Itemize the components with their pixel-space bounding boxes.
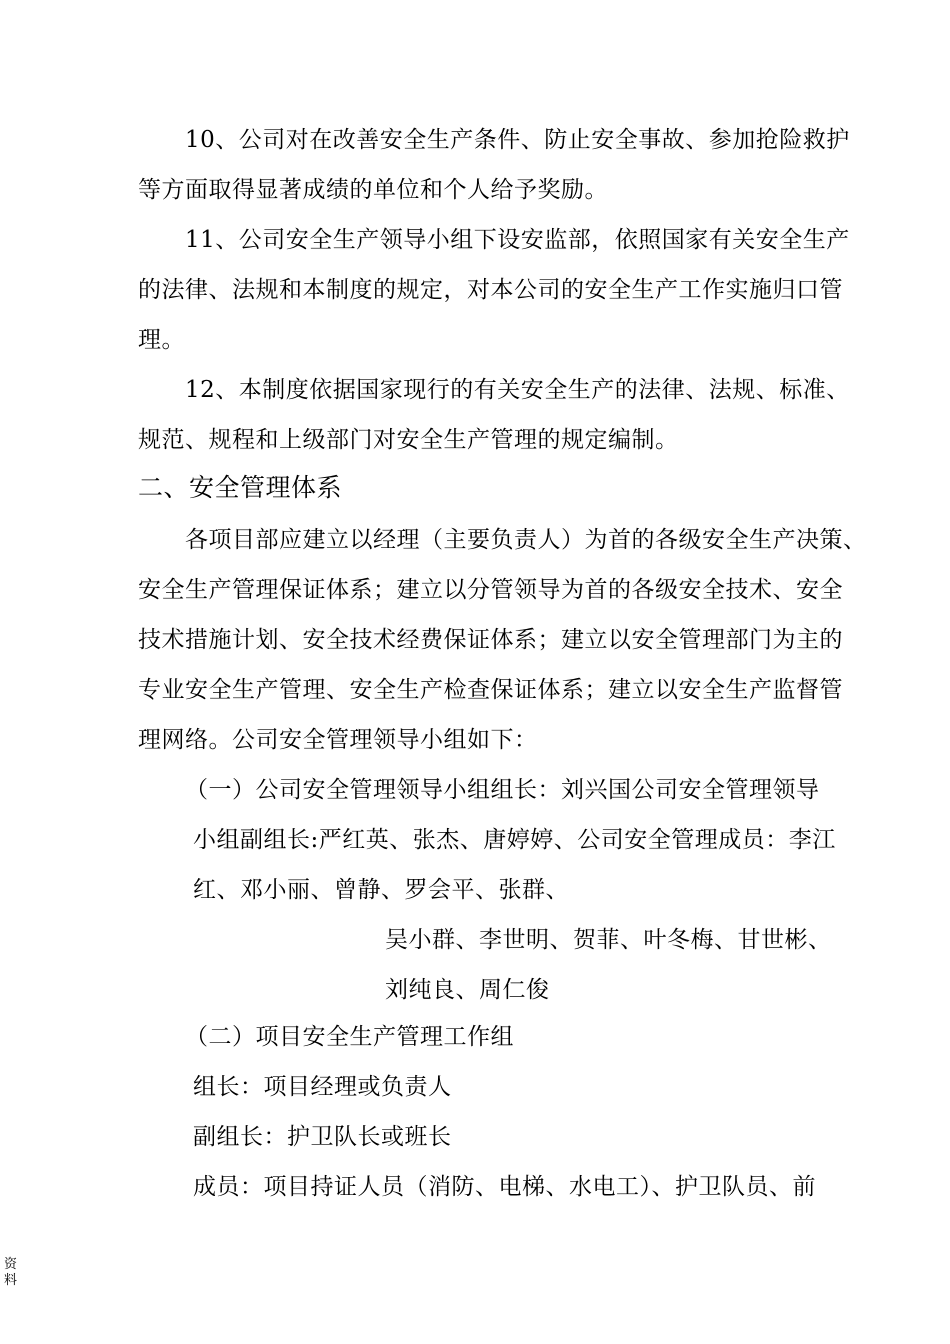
system-paragraph-line-5: 理网络。公司安全管理领导小组如下： — [138, 727, 538, 753]
system-paragraph-line-1: 各项目部应建立以经理（主要负责人）为首的各级安全生产决策、 — [185, 527, 867, 553]
project-group-leader: 组长：项目经理或负责人 — [193, 1074, 452, 1100]
project-group-title: （二）项目安全生产管理工作组 — [185, 1024, 514, 1050]
paragraph-11-line-3: 理。 — [138, 327, 185, 353]
section-heading: 二、安全管理体系 — [138, 473, 343, 502]
system-paragraph-line-4: 专业安全生产管理、安全生产检查保证体系；建立以安全生产监督管 — [138, 677, 843, 703]
leadership-group-line-3: 红、邓小丽、曾静、罗会平、张群、 — [193, 877, 569, 903]
paragraph-11-line-1: 11、公司安全生产领导小组下设安监部，依照国家有关安全生产 — [185, 227, 850, 253]
paragraph-10-line-1: 10、公司对在改善安全生产条件、防止安全事故、参加抢险救护 — [185, 127, 850, 153]
system-paragraph-line-2: 安全生产管理保证体系；建立以分管领导为首的各级安全技术、安全 — [138, 577, 843, 603]
leadership-group-line-4: 吴小群、李世明、贺菲、叶冬梅、甘世彬、 — [385, 927, 832, 953]
margin-note-char-1: 资 — [4, 1257, 18, 1272]
leadership-group-line-1: （一）公司安全管理领导小组组长：刘兴国公司安全管理领导 — [185, 777, 820, 803]
system-paragraph-line-3: 技术措施计划、安全技术经费保证体系；建立以安全管理部门为主的 — [138, 627, 843, 653]
paragraph-12-line-1: 12、本制度依据国家现行的有关安全生产的法律、法规、标准、 — [185, 377, 850, 403]
leadership-group-line-2: 小组副组长:严红英、张杰、唐婷婷、公司安全管理成员：李江 — [193, 827, 836, 853]
paragraph-12-line-2: 规范、规程和上级部门对安全生产管理的规定编制。 — [138, 427, 679, 453]
paragraph-10-line-2: 等方面取得显著成绩的单位和个人给予奖励。 — [138, 177, 608, 203]
project-group-members: 成员：项目持证人员（消防、电梯、水电工）、护卫队员、前 — [193, 1174, 816, 1200]
project-group-deputy: 副组长：护卫队长或班长 — [193, 1124, 452, 1150]
leadership-group-line-5: 刘纯良、周仁俊 — [385, 977, 550, 1003]
paragraph-11-line-2: 的法律、法规和本制度的规定，对本公司的安全生产工作实施归口管 — [138, 277, 843, 303]
margin-note-char-2: 料 — [4, 1273, 18, 1288]
margin-note — [4, 1257, 20, 1289]
